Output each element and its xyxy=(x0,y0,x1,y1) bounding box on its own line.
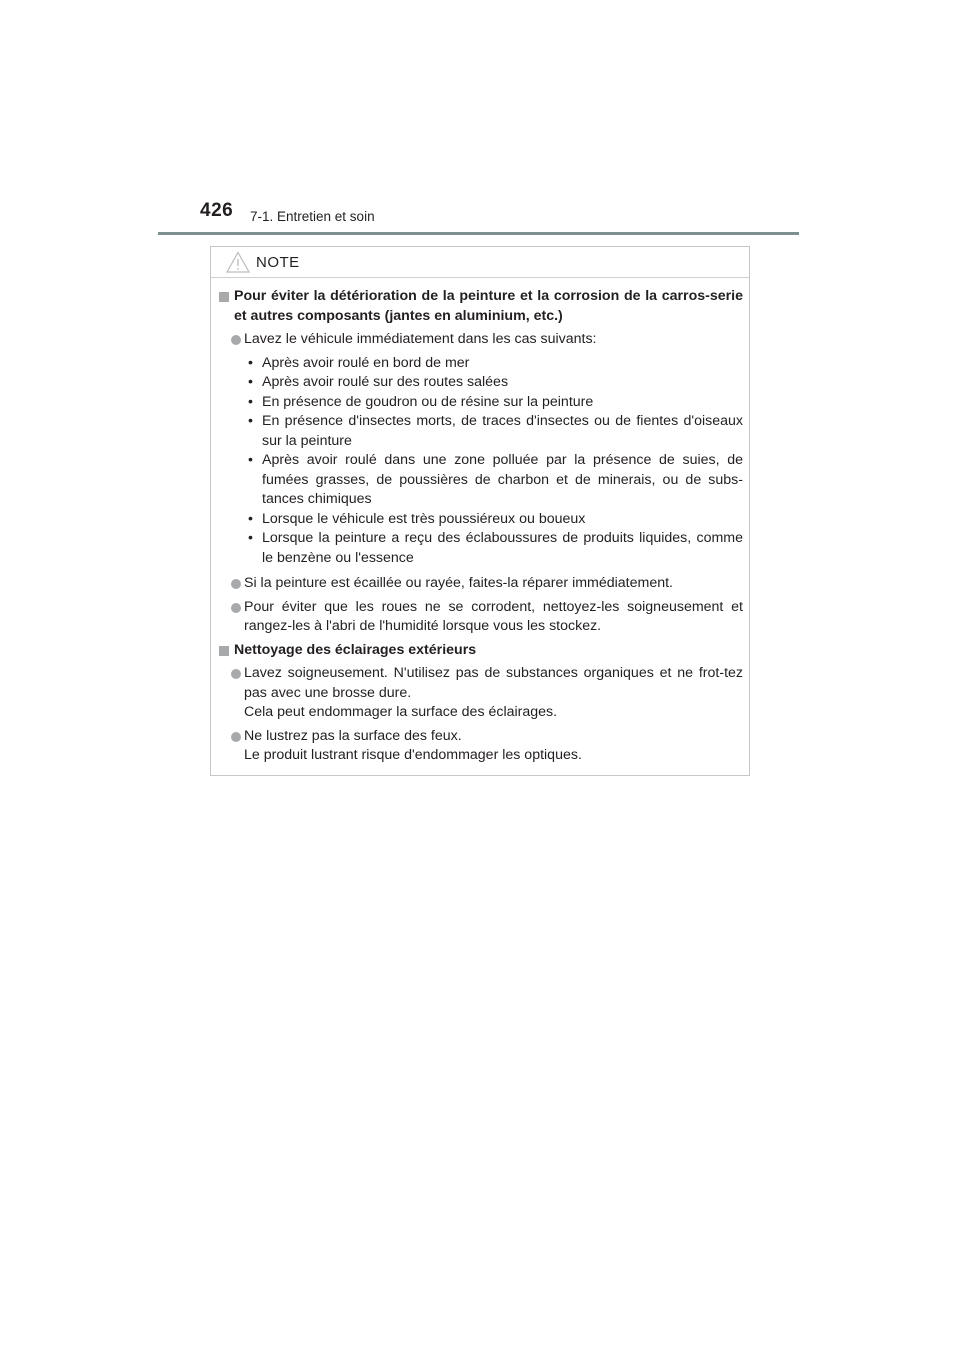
square-bullet-icon xyxy=(219,292,229,302)
note-label: NOTE xyxy=(256,254,300,271)
heading-exterior-lights xyxy=(217,641,743,661)
square-bullet-icon xyxy=(219,646,229,656)
bullet-wash-lights xyxy=(217,664,743,723)
note-header xyxy=(211,247,749,278)
list-item: • Après avoir roulé sur des routes salées xyxy=(248,374,509,390)
list-item-text: En présence de goudron ou de résine sur la peinture xyxy=(262,393,594,410)
list-item: • Après avoir roulé dans une zone polluée par la présence de suies, de fumées grasses, de poussières de charbon et de minerais, ou de subs-tances chimiques xyxy=(248,452,743,507)
list-item-text: Après avoir roulé en bord de mer xyxy=(262,354,470,371)
list-item: • Après avoir roulé en bord de mer xyxy=(248,354,470,371)
bullet-text: Cela peut endommager la surface des éclairages. xyxy=(244,704,558,720)
wash-cases-list xyxy=(217,354,743,569)
bullet-text: Lavez soigneusement. N'utilisez pas de substances organiques et ne frot-tez pas avec une brosse dure. xyxy=(244,665,743,701)
note-body xyxy=(211,278,749,766)
page-number: 426 xyxy=(200,200,234,221)
list-item: • Lorsque le véhicule est très poussiéreux ou boueux xyxy=(248,510,586,527)
heading-text: Nettoyage des éclairages extérieurs xyxy=(234,641,477,658)
warning-triangle-icon xyxy=(226,251,250,273)
round-bullet-icon xyxy=(231,669,241,679)
bullet-polish-lights xyxy=(217,727,743,766)
section-title: 7-1. Entretien et soin xyxy=(250,209,375,224)
list-item: • En présence de goudron ou de résine sur la peinture xyxy=(248,393,594,410)
bullet-chipped-paint xyxy=(217,574,743,594)
list-item-text: Après avoir roulé sur des routes salées xyxy=(262,374,509,390)
round-bullet-icon xyxy=(231,603,241,613)
list-item: • En présence d'insectes morts, de traces d'insectes ou de fientes d'oiseaux sur la peinture xyxy=(248,413,743,449)
heading-paint-protection xyxy=(217,287,743,326)
note-box xyxy=(210,246,750,776)
bullet-text: Si la peinture est écaillée ou rayée, faites-la réparer immédiatement. xyxy=(244,575,673,591)
bullet-text: Le produit lustrant risque d'endommager les optiques. xyxy=(244,747,582,763)
round-bullet-icon xyxy=(231,335,241,345)
bullet-wash-cases xyxy=(217,330,743,350)
list-item: • Lorsque la peinture a reçu des éclaboussures de produits liquides, comme le benzène ou l'essence xyxy=(248,530,743,566)
bullet-text: Lavez le véhicule immédiatement dans les cas suivants: xyxy=(244,331,597,347)
round-bullet-icon xyxy=(231,732,241,742)
bullet-wheels xyxy=(217,598,743,637)
list-item-text: Lorsque le véhicule est très poussiéreux ou boueux xyxy=(262,510,586,527)
bullet-text: Pour éviter que les roues ne se corrodent, nettoyez-les soigneusement et rangez-les à l'abri de l'humidité lorsque vous les stockez. xyxy=(244,598,743,634)
round-bullet-icon xyxy=(231,579,241,589)
heading-text: Pour éviter la détérioration de la peinture et la corrosion de la carros-serie et autres composants (jantes en aluminium, etc.) xyxy=(234,288,743,324)
list-item-text: En présence d'insectes morts, de traces d'insectes ou de fientes d'oiseaux sur la peinture xyxy=(262,413,743,449)
list-item-text: Après avoir roulé dans une zone polluée par la présence de suies, de fumées grasses, de poussières de charbon et de minerais, ou de subs-tances chimiques xyxy=(262,452,743,507)
list-item-text: Lorsque la peinture a reçu des éclaboussures de produits liquides, comme le benzène ou l'essence xyxy=(262,530,743,566)
bullet-text: Ne lustrez pas la surface des feux. xyxy=(244,727,462,744)
header-divider xyxy=(158,232,799,235)
